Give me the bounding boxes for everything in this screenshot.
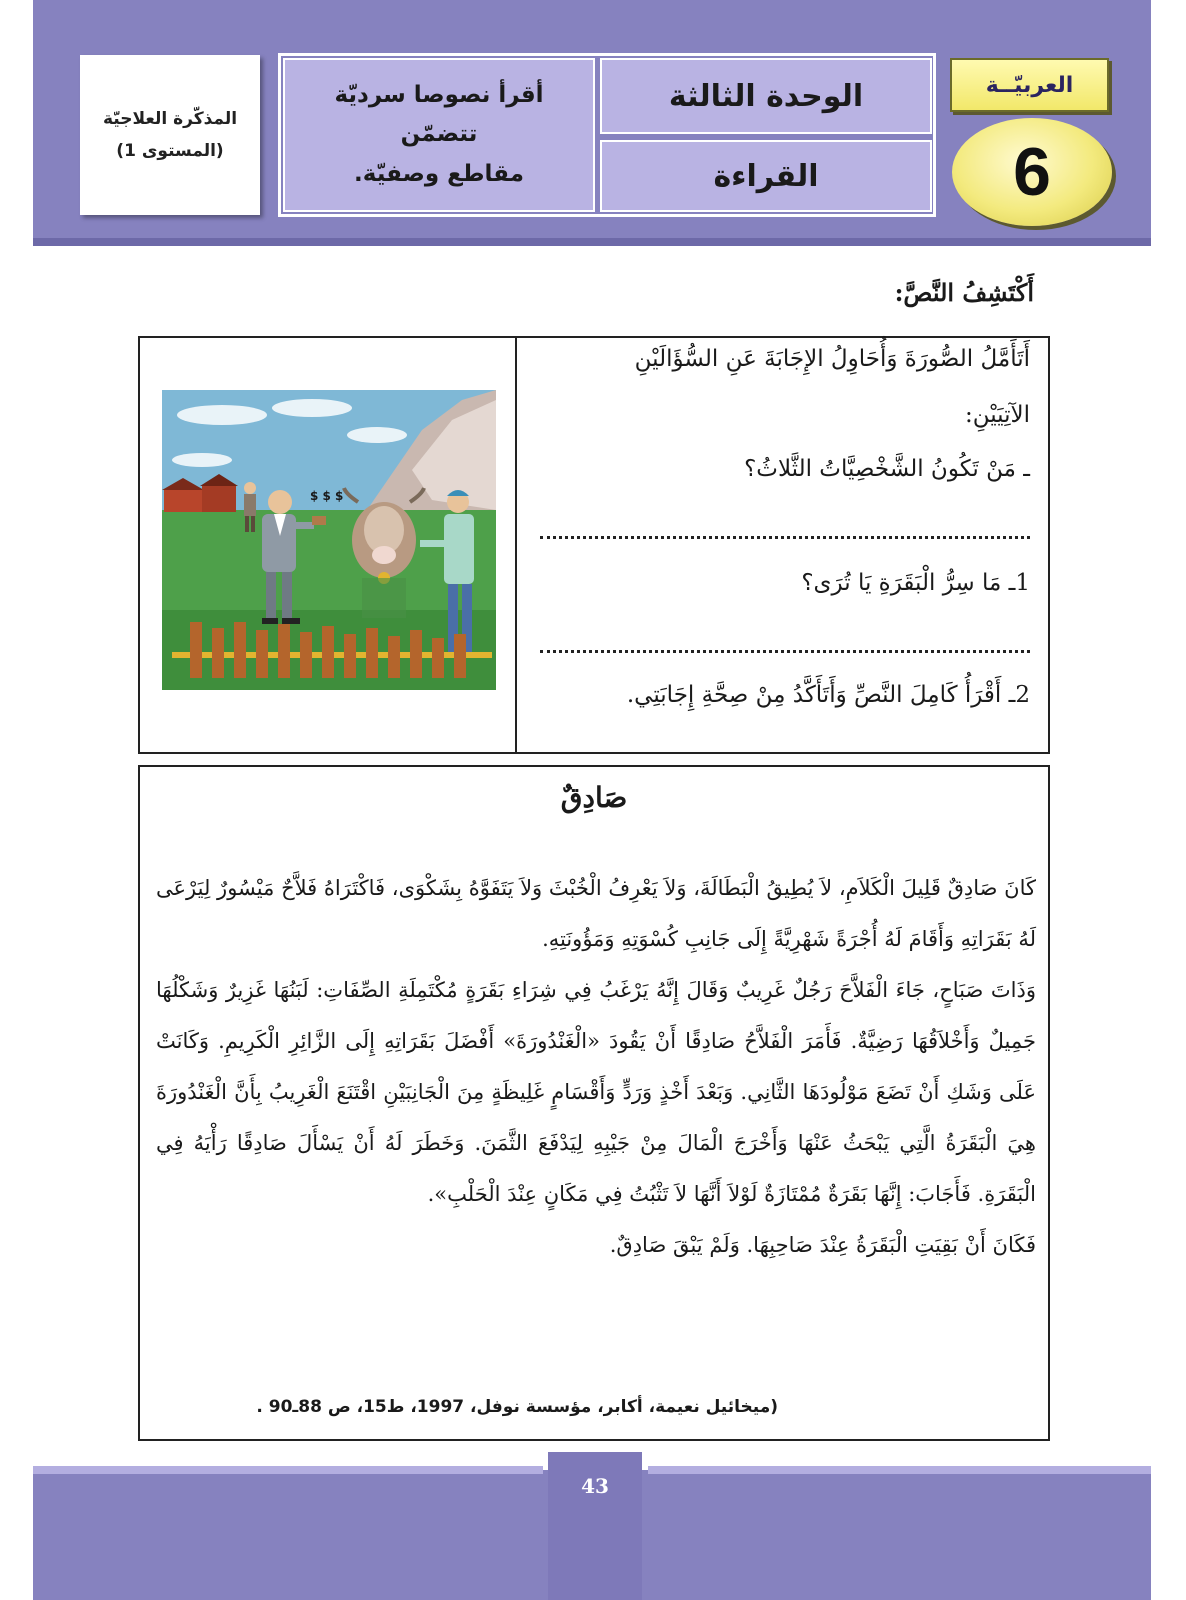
- memo-line-1: المذكّرة العلاجيّة: [102, 108, 238, 129]
- memo-box: [80, 55, 260, 215]
- story-paragraph-3: فَكَانَ أَنْ بَقِيَتِ الْبَقَرَةُ عِنْدَ صَاحِبِهَا. وَلَمْ يَبْقَ صَادِقٌ.: [609, 1233, 1036, 1257]
- story-box: [138, 765, 1050, 1441]
- page-number: 43: [581, 1474, 609, 1498]
- citation: (ميخائيل نعيمة، أكابر، مؤسسة نوفل، 1997، ط15، ص 88ـ90 .: [256, 1397, 778, 1417]
- story-title: صَادِقٌ: [560, 781, 628, 814]
- prompt-line-1: أَتَأَمَّلُ الصُّورَةَ وَأُحَاوِلُ الإِجَابَةَ عَنِ السُّؤَالَيْنِ: [634, 346, 1030, 372]
- story-paragraph-1: كَانَ صَادِقٌ قَلِيلَ الْكَلاَمِ، لاَ يُطِيقُ الْبَطَالَةَ، وَلاَ يَعْرِفُ الْخُبْثَ وَلاَ يَتَفَوَّهُ بِشَكْوَى، فَاكْتَرَاهُ فَلاَّحٌ مَيْسُورٌ لِيَرْعَى لَهُ بَقَرَاتِهِ وَأَقَامَ لَهُ أُجْرَةً شَهْرِيَّةً إِلَى جَانِبِ كُسْوَتِهِ وَمَؤُونَتِهِ.: [156, 876, 1036, 951]
- answer-line-1: [540, 536, 1030, 539]
- unit-title: الوحدة الثالثة: [600, 58, 932, 134]
- activity-title: القراءة: [600, 140, 932, 212]
- answer-line-2: [540, 650, 1030, 653]
- questions-column: [528, 338, 1038, 752]
- objective-line-1: أقرأ نصوصا سرديّة تتضمّن: [334, 82, 544, 148]
- page-tab: [548, 1452, 642, 1600]
- prompt-line-2: الآتِيَيْنِ:: [964, 402, 1030, 428]
- memo-line-2: (المستوى 1): [116, 141, 224, 161]
- table-divider: [515, 338, 517, 752]
- question-1: 1ـ مَا سِرُّ الْبَقَرَةِ يَا تُرَى؟: [801, 570, 1030, 596]
- grade-badge: 6: [952, 118, 1112, 226]
- objective-line-2: مقاطع وصفيّة.: [354, 160, 524, 187]
- story-paragraph-2: وَذَاتَ صَبَاحٍ، جَاءَ الْفَلاَّحَ رَجُلٌ غَرِيبٌ وَقَالَ إِنَّهُ يَرْغَبُ فِي شِرَاءِ بَقَرَةٍ مُكْتَمِلَةِ الصِّفَاتِ: لَبَنُهَا غَزِيرٌ وَشَكْلُهَا جَمِيلٌ وَأَخْلاَقُهَا رَضِيَّةٌ. فَأَمَرَ الْفَلاَّحُ صَادِقًا أَنْ يَقُودَ «الْغَنْدُورَةَ» أَفْضَلَ بَقَرَاتِهِ إِلَى الزَّائِرِ الْكَرِيمِ. وَكَانَتْ عَلَى وَشَكِ أَنْ تَضَعَ مَوْلُودَهَا الثَّانِي. وَبَعْدَ أَخْذٍ وَرَدٍّ وَأَقْسَامٍ غَلِيظَةٍ مِنَ الْجَانِبَيْنِ اقْتَنَعَ الْغَرِيبُ بِأَنَّ الْغَنْدُورَةَ هِيَ الْبَقَرَةُ الَّتِي يَبْحَثُ عَنْهَا وَأَخْرَجَ الْمَالَ مِنْ جَيْبِهِ لِيَدْفَعَ الثَّمَنَ. وَخَطَرَ لَهُ أَنْ يَسْأَلَ صَادِقًا رَأْيَهُ فِي الْبَقَرَةِ. فَأَجَابَ: إِنَّهَا بَقَرَةٌ مُمْتَازَةٌ لَوْلاَ أَنَّهَا لاَ تَثْبُتُ فِي مَكَانٍ عِنْدَ الْحَلْبِ».: [156, 978, 1036, 1206]
- objective-box: [283, 58, 595, 212]
- footer-line-right: [648, 1466, 1151, 1474]
- header-shadow: [33, 238, 1151, 246]
- farm-illustration: [162, 390, 496, 690]
- footer-line-left: [33, 1466, 543, 1474]
- subject-badge: العربيّــة: [950, 58, 1109, 112]
- money-label: $ $ $: [310, 489, 344, 503]
- question-table: [138, 336, 1050, 754]
- story-body: [156, 863, 1036, 1271]
- section-title: أَكْتَشِفُ النَّصَّ:: [894, 278, 1034, 307]
- question-intro: ـ مَنْ تَكُونُ الشَّخْصِيَّاتُ الثَّلاثُ؟: [744, 456, 1030, 482]
- question-2: 2ـ أَقْرَأُ كَامِلَ النَّصِّ وَأَتَأَكَّدُ مِنْ صِحَّةِ إِجَابَتِي.: [626, 682, 1030, 708]
